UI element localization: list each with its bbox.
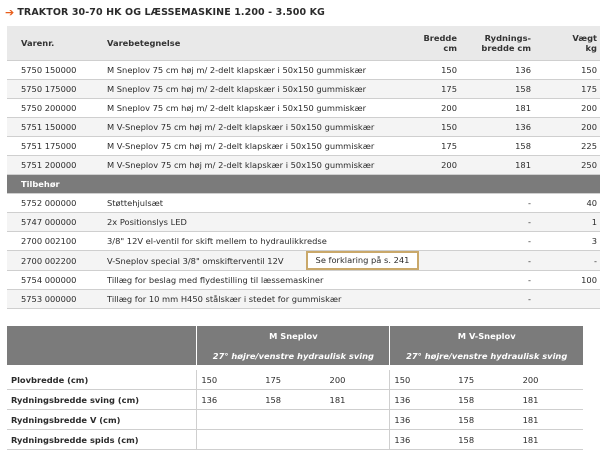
cell-rydningsbredde: - <box>461 213 535 232</box>
table-row <box>7 61 600 80</box>
spec-label: Rydningsbredde sving (cm) <box>7 390 197 410</box>
cell-varenr: 2700 002100 <box>7 232 103 251</box>
table-row <box>7 194 600 213</box>
cell-description: M V-Sneplov 75 cm høj m/ 2-delt klapskær i 50x150 gummiskær <box>103 118 411 137</box>
product-table <box>7 26 600 309</box>
spec-value: 181 <box>519 430 583 450</box>
cell-vaegt: 225 <box>535 137 600 156</box>
table-row <box>7 232 600 251</box>
cell-rydningsbredde: - <box>461 290 535 309</box>
reference-note: Se forklaring på s. 241 <box>306 251 420 270</box>
cell-rydningsbredde: 181 <box>461 99 535 118</box>
spec-row-rydningsbredde-v <box>7 410 583 430</box>
cell-rydningsbredde: 181 <box>461 156 535 175</box>
cell-vaegt: 200 <box>535 118 600 137</box>
spec-value: 200 <box>326 370 390 390</box>
table-row <box>7 251 600 271</box>
cell-varenr: 5753 000000 <box>7 290 103 309</box>
cell-rydningsbredde: 136 <box>461 61 535 80</box>
cell-vaegt: 40 <box>535 194 600 213</box>
col-rydningsbredde: Rydnings- bredde cm <box>461 26 535 61</box>
cell-varenr: 5747 000000 <box>7 213 103 232</box>
spec-label: Rydningsbredde V (cm) <box>7 410 197 430</box>
spec-value: 175 <box>261 370 325 390</box>
cell-description: Støttehjulsæt <box>103 194 411 213</box>
spec-header-subtitles <box>7 346 583 365</box>
spec-row-plovbredde <box>7 370 583 390</box>
spec-value: 136 <box>197 390 261 410</box>
cell-description: 2x Positionslys LED <box>103 213 411 232</box>
cell-varenr: 5750 200000 <box>7 99 103 118</box>
spec-label: Rydningsbredde spids (cm) <box>7 430 197 450</box>
col-varenr: Varenr. <box>7 26 103 61</box>
section-label: Tilbehør <box>7 175 600 194</box>
cell-description: M Sneplov 75 cm høj m/ 2-delt klapskær i 50x150 gummiskær <box>103 61 411 80</box>
group-mv-sneplov: M V-Sneplov <box>390 326 583 346</box>
table-row <box>7 118 600 137</box>
spec-value: 150 <box>197 370 261 390</box>
spec-value: 136 <box>390 390 454 410</box>
spec-value <box>197 430 261 450</box>
spec-value: 200 <box>519 370 583 390</box>
description-text: V-Sneplov special 3/8" omskifterventil 12V <box>107 255 284 266</box>
spec-value: 181 <box>326 390 390 410</box>
cell-description: Tillæg for beslag med flydestilling til læssemaskiner <box>103 271 411 290</box>
cell-varenr: 5751 175000 <box>7 137 103 156</box>
cell-bredde: 200 <box>411 99 461 118</box>
cell-rydningsbredde: 158 <box>461 80 535 99</box>
cell-vaegt: 100 <box>535 271 600 290</box>
cell-vaegt: 1 <box>535 213 600 232</box>
cell-vaegt: 175 <box>535 80 600 99</box>
cell-description: Tillæg for 10 mm H450 stålskær i stedet for gummiskær <box>103 290 411 309</box>
cell-vaegt <box>535 290 600 309</box>
cell-rydningsbredde: - <box>461 194 535 213</box>
spec-value: 136 <box>390 430 454 450</box>
cell-varenr: 5751 200000 <box>7 156 103 175</box>
spec-value: 150 <box>390 370 454 390</box>
spec-value <box>326 430 390 450</box>
cell-vaegt: 3 <box>535 232 600 251</box>
cell-description: M V-Sneplov 75 cm høj m/ 2-delt klapskær i 50x150 gummiskær <box>103 156 411 175</box>
spec-header-groups <box>7 326 583 346</box>
spec-table <box>7 326 583 450</box>
table-row <box>7 156 600 175</box>
spec-value: 181 <box>519 390 583 410</box>
cell-varenr: 5754 000000 <box>7 271 103 290</box>
spec-subheader-empty <box>7 346 197 365</box>
spec-value: 136 <box>390 410 454 430</box>
table-row <box>7 271 600 290</box>
cell-rydningsbredde: 158 <box>461 137 535 156</box>
cell-description <box>103 251 411 271</box>
cell-bredde: 200 <box>411 156 461 175</box>
spec-value: 158 <box>454 430 518 450</box>
cell-varenr: 2700 002200 <box>7 251 103 271</box>
cell-rydningsbredde: - <box>461 251 535 271</box>
cell-bredde <box>411 290 461 309</box>
cell-rydningsbredde: - <box>461 271 535 290</box>
spec-header-empty <box>7 326 197 346</box>
col-bredde: Bredde cm <box>411 26 461 61</box>
spec-value <box>261 430 325 450</box>
table-row <box>7 290 600 309</box>
table-row <box>7 137 600 156</box>
spec-value: 175 <box>454 370 518 390</box>
cell-description: M V-Sneplov 75 cm høj m/ 2-delt klapskær i 50x150 gummiskær <box>103 137 411 156</box>
subtitle-m-sneplov: 27° højre/venstre hydraulisk sving <box>197 346 390 365</box>
table-row <box>7 213 600 232</box>
spec-value <box>197 410 261 430</box>
cell-bredde <box>411 194 461 213</box>
spec-value: 158 <box>454 410 518 430</box>
cell-bredde <box>411 213 461 232</box>
cell-bredde <box>411 271 461 290</box>
cell-bredde: 175 <box>411 137 461 156</box>
spec-value: 158 <box>454 390 518 410</box>
spec-value <box>261 410 325 430</box>
cell-vaegt: 150 <box>535 61 600 80</box>
cell-bredde <box>411 232 461 251</box>
cell-bredde: 150 <box>411 61 461 80</box>
col-varebetegnelse: Varebetegnelse <box>103 26 411 61</box>
cell-bredde: 150 <box>411 118 461 137</box>
cell-varenr: 5750 150000 <box>7 61 103 80</box>
spec-row-rydningsbredde-spids <box>7 430 583 450</box>
cell-varenr: 5751 150000 <box>7 118 103 137</box>
cell-varenr: 5750 175000 <box>7 80 103 99</box>
cell-rydningsbredde: 136 <box>461 118 535 137</box>
product-table-header <box>7 26 600 61</box>
cell-description: 3/8" 12V el-ventil for skift mellem to hydraulikkredse <box>103 232 411 251</box>
cell-vaegt: 250 <box>535 156 600 175</box>
group-m-sneplov: M Sneplov <box>197 326 390 346</box>
spec-row-rydningsbredde-sving <box>7 390 583 410</box>
spec-label: Plovbredde (cm) <box>7 370 197 390</box>
table-row <box>7 99 600 118</box>
cell-vaegt: 200 <box>535 99 600 118</box>
cell-varenr: 5752 000000 <box>7 194 103 213</box>
arrow-right-icon: ➔ <box>5 5 15 19</box>
cell-vaegt: - <box>535 251 600 271</box>
col-vaegt: Vægt kg <box>535 26 600 61</box>
spec-value <box>326 410 390 430</box>
table-row <box>7 80 600 99</box>
cell-description: M Sneplov 75 cm høj m/ 2-delt klapskær i 50x150 gummiskær <box>103 99 411 118</box>
cell-rydningsbredde: - <box>461 232 535 251</box>
section-heading <box>5 4 325 20</box>
cell-description: M Sneplov 75 cm høj m/ 2-delt klapskær i 50x150 gummiskær <box>103 80 411 99</box>
section-row-accessories <box>7 175 600 194</box>
subtitle-mv-sneplov: 27° højre/venstre hydraulisk sving <box>390 346 583 365</box>
spec-value: 181 <box>519 410 583 430</box>
spec-value: 158 <box>261 390 325 410</box>
heading-title: TRAKTOR 30-70 HK OG LÆSSEMASKINE 1.200 - 3.500 KG <box>17 6 325 18</box>
cell-bredde: 175 <box>411 80 461 99</box>
